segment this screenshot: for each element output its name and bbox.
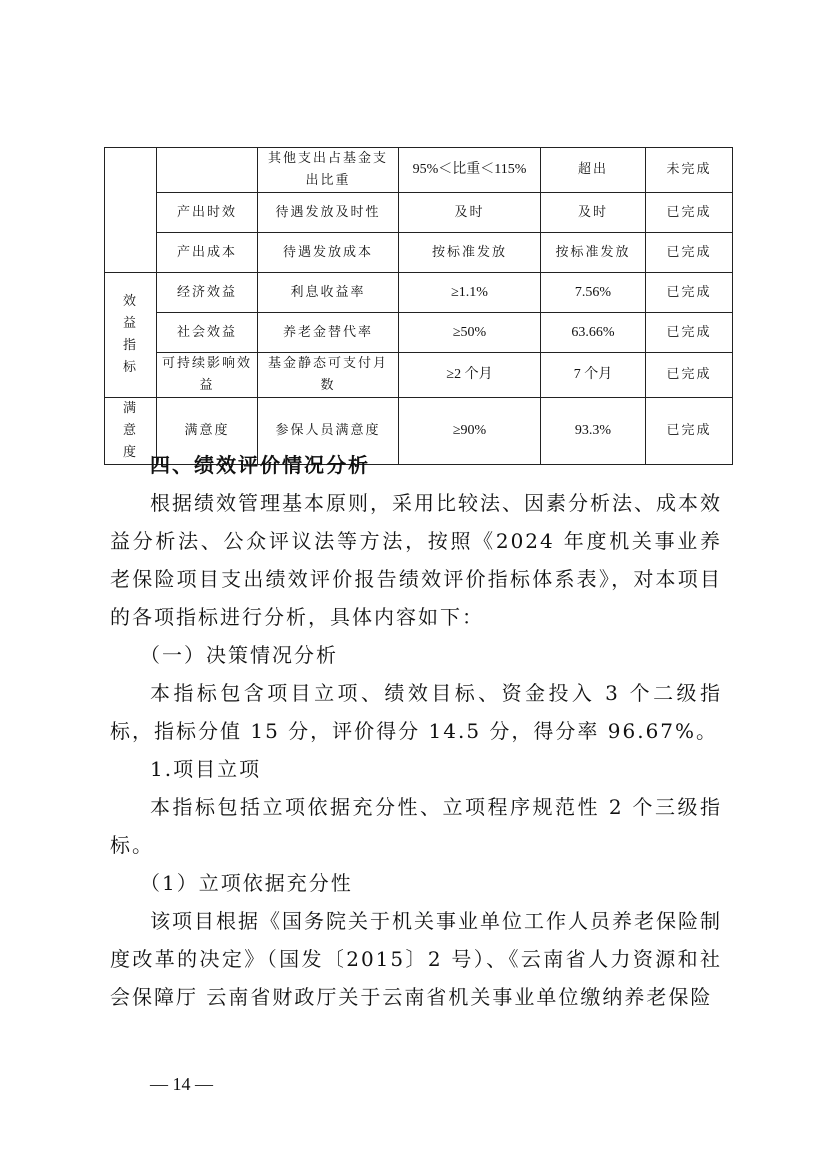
actual-cell: 按标准发放 [541,233,646,273]
sub-cell: 产出时效 [157,193,258,233]
indicator-cell: 基金静态可支付月数 [258,353,399,398]
indicator-cell: 参保人员满意度 [258,398,399,465]
target-cell: ≥1.1% [399,273,541,313]
actual-cell: 7 个月 [541,353,646,398]
sub-cell [157,148,258,193]
paragraph: 本指标包含项目立项、绩效目标、资金投入 3 个二级指标，指标分值 15 分，评价得分 14.5 分，得分率 96.67%。 [110,681,722,743]
status-cell: 已完成 [646,313,733,353]
paragraph: 本指标包括立项依据充分性、立项程序规范性 2 个三级指标。 [110,795,722,857]
status-cell: 已完成 [646,353,733,398]
page-number: — 14 — [150,1074,213,1094]
paragraph: 该项目根据《国务院关于机关事业单位工作人员养老保险制度改革的决定》（国发〔2015〕2 号）、《云南省人力资源和社会保障厅 云南省财政厅关于云南省机关事业单位缴纳养老保险 [110,909,722,1009]
performance-table [104,147,733,465]
cat-cell: 效益指标 [105,273,157,398]
actual-cell: 93.3% [541,398,646,465]
indicator-cell: 养老金替代率 [258,313,399,353]
subsection-heading: （一）决策情况分析 [140,643,338,667]
status-cell: 已完成 [646,398,733,465]
sub-cell: 社会效益 [157,313,258,353]
table-row [105,233,733,273]
target-cell: ≥90% [399,398,541,465]
sub-cell: 可持续影响效益 [157,353,258,398]
section-heading: 四、绩效评价情况分析 [150,453,370,477]
paragraph: 根据绩效管理基本原则，采用比较法、因素分析法、成本效益分析法、公众评议法等方法，按照《2024 年度机关事业养老保险项目支出绩效评价报告绩效评价指标体系表》，对本项目的各项指标进行分析，具体内容如下： [110,491,722,629]
indicator-cell: 待遇发放成本 [258,233,399,273]
cat-cell [105,148,157,273]
table-row [105,148,733,193]
table-row [105,193,733,233]
indicator-cell: 利息收益率 [258,273,399,313]
status-cell: 未完成 [646,148,733,193]
body-text [110,446,722,1016]
sub-cell: 产出成本 [157,233,258,273]
status-cell: 已完成 [646,233,733,273]
target-cell: ≥50% [399,313,541,353]
actual-cell: 7.56% [541,273,646,313]
actual-cell: 超出 [541,148,646,193]
target-cell: 95%＜比重＜115% [399,148,541,193]
subsection-heading: 1.项目立项 [150,757,262,781]
target-cell: 按标准发放 [399,233,541,273]
table-row [105,273,733,313]
sub-cell: 经济效益 [157,273,258,313]
status-cell: 已完成 [646,273,733,313]
sub-cell: 满意度 [157,398,258,465]
actual-cell: 及时 [541,193,646,233]
cat-cell: 满意度 [105,398,157,465]
table-row [105,313,733,353]
status-cell: 已完成 [646,193,733,233]
target-cell: ≥2 个月 [399,353,541,398]
indicator-cell: 待遇发放及时性 [258,193,399,233]
target-cell: 及时 [399,193,541,233]
subsection-heading: （1）立项依据充分性 [140,871,353,895]
actual-cell: 63.66% [541,313,646,353]
table-row [105,353,733,398]
indicator-cell: 其他支出占基金支出比重 [258,148,399,193]
